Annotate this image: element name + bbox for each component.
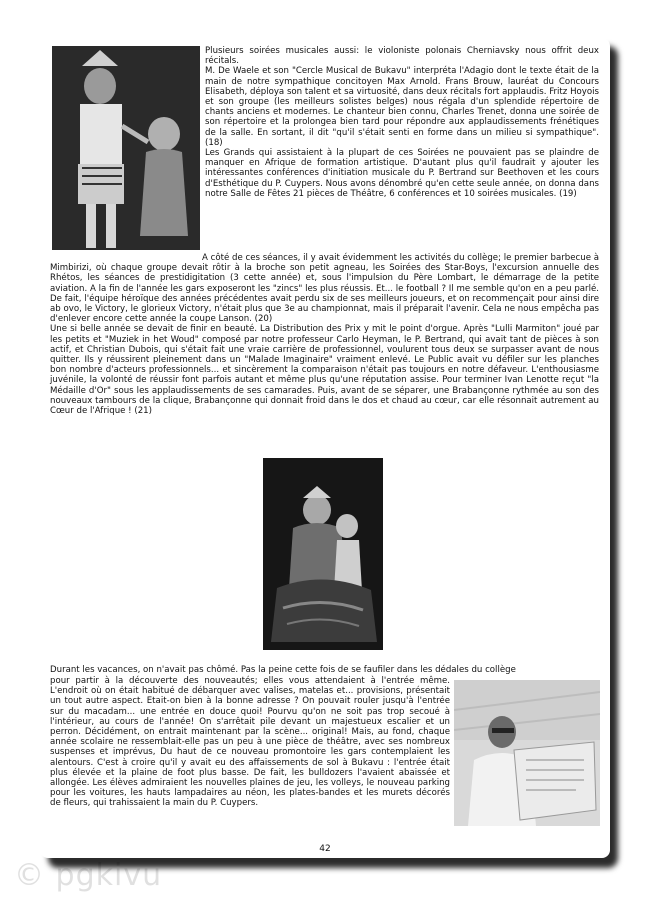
text-block-bottom (50, 676, 450, 809)
photo-man-reading (454, 680, 600, 826)
text-block-top (205, 46, 599, 199)
text-block-bottom-lead (50, 665, 599, 675)
paragraph: M. De Waele et son "Cercle Musical de Bukavu" interpréta l'Adagio dont le texte était de la main de notre sympathique concitoyen Max Arnold. Frans Brouw, lauréat du Concours Elisabeth, déploya son talent et sa virtuosité, dans deux récitals fort applaudis. Fritz Hoyois et son groupe (les meilleurs solistes belges) nous régala d'un splendide répertoire de chants anciens et modernes. Le chanteur bien connu, Charles Trenet, donna une soirée de son répertoire et la prolongea bien tard pour répondre aux applaudissements frénétiques de la salle. En sortant, il dit "qu'il s'était senti en forme dans un milieu si sympathique". (18) (205, 66, 599, 148)
paragraph: Plusieurs soirées musicales aussi: le violoniste polonais Cherniavsky nous offrit deux récitals. (205, 46, 599, 67)
document-page (40, 38, 610, 858)
paragraph: Les Grands qui assistaient à la plupart de ces Soirées ne pouvaient pas se plaindre de manquer en Afrique de formation artistique. D'autant plus qu'il faudrait y ajouter les intéressantes conférences d'initiation musicale du P. Bertrand sur Beethoven et les cours d'Esthétique du P. Cuypers. Nous avons dénombré qu'en cette seule année, on donna dans notre Salle de Fêtes 21 pièces de Théâtre, 6 conférences et 10 soirées musicales. (19) (205, 148, 599, 199)
paragraph: Durant les vacances, on n'avait pas chômé. Pas la peine cette fois de se faufiler dans les dédales du collège (50, 665, 516, 675)
watermark: © pgkivu (14, 858, 163, 893)
text-block-middle (50, 253, 599, 416)
paragraph: A côté de ces séances, il y avait évidemment les activités du collège; le premier barbecue à Mimbirizi, où chaque groupe devait rôtir à la broche son petit agneau, les Soirées des Star-Boys, l'excursion annuelle des Rhétos, les séances de prestidigitation (3 cette année) et, sous l'impulsion du Père Lombart, le démarrage de la petite aviation. A la fin de l'année les gars exposeront les "zincs" les plus réussis. Et... le football ? Il me semble qu'on en a peu parlé. De fait, l'équipe héroïque des années précédentes avait perdu six de ses meilleurs joueurs, et on recommençait pour ainsi dire ab ovo, le Victory, le glorieux Victory, n'était plus que 3e au championnat, mais il préparait l'avenir. Cela ne nous empêcha pas d'enlever encore cette année la coupe Lanson. (20) (50, 253, 599, 325)
photo-theatre-scene (263, 458, 383, 650)
paragraph: Une si belle année se devait de finir en beauté. La Distribution des Prix y mit le point d'orgue. Après "Lulli Marmiton" joué par les petits et "Muziek in het Woud" composé par notre professeur Carlo Heyman, le P. Bertrand, qui avait tant de pièces à son actif, et Christian Dubois, qui s'était fait une vraie carrière de professionnel, voulurent tous deux se surpasser avant de nous quitter. Ils y réussirent pleinement dans un "Malade Imaginaire" vraiment enlevé. Le Public avait vu défiler sur les planches bon nombre d'acteurs professionnels... et sincèrement la comparaison n'était pas toujours en notre défaveur. L'enthousiasme juvénile, la volonté de réussir font parfois autant et même plus qu'une réputation assise. Pour terminer Ivan Lenotte reçut "la Médaille d'Or" sous les applaudissements de ses camarades. Puis, avant de se séparer, une Brabançonne rythmée au son des nouveaux tambours de la clique, Brabançonne qui donnait froid dans le dos et chaud au cœur, car elle résonnait autrement au Cœur de l'Afrique ! (21) (50, 324, 599, 417)
photo-costumed-actors (52, 46, 200, 250)
page-number: 42 (319, 844, 331, 854)
paragraph: pour partir à la découverte des nouveautés; elles vous attendaient à l'entrée même. L'endroit où on était habitué de débarquer avec valises, matelas et... provisions, présentait un tout autre aspect. Etait-on bien à la bonne adresse ? On pouvait rouler jusqu'à l'entrée sur du macadam... une entrée en douce quoi! Pourvu qu'on ne soit pas trop secoué à l'intérieur, au cours de l'année! On s'arrêtait pile devant un majestueux escalier et un perron. Décidément, on entrait maintenant par la scène... original! Mais, au fond, chaque année scolaire ne ressemblait-elle pas un peu à une pièce de théâtre, avec ses nombreux suspenses et imprévus, Du haut de ce nouveau promontoire les gars contemplaient les alentours. C'est à croire qu'il y avait eu des affaissements de sol à Bukavu : l'entrée était plus élevée et la plaine de foot plus basse. De fait, les bulldozers l'avaient abaissée et allongée. Les élèves admiraient les nouvelles plaines de jeu, les volleys, le nouveau parking pour les voitures, les hauts lampadaires au néon, les plates-bandes et les murets décorés de fleurs, qui trahissaient la main du P. Cuypers. (50, 676, 450, 809)
